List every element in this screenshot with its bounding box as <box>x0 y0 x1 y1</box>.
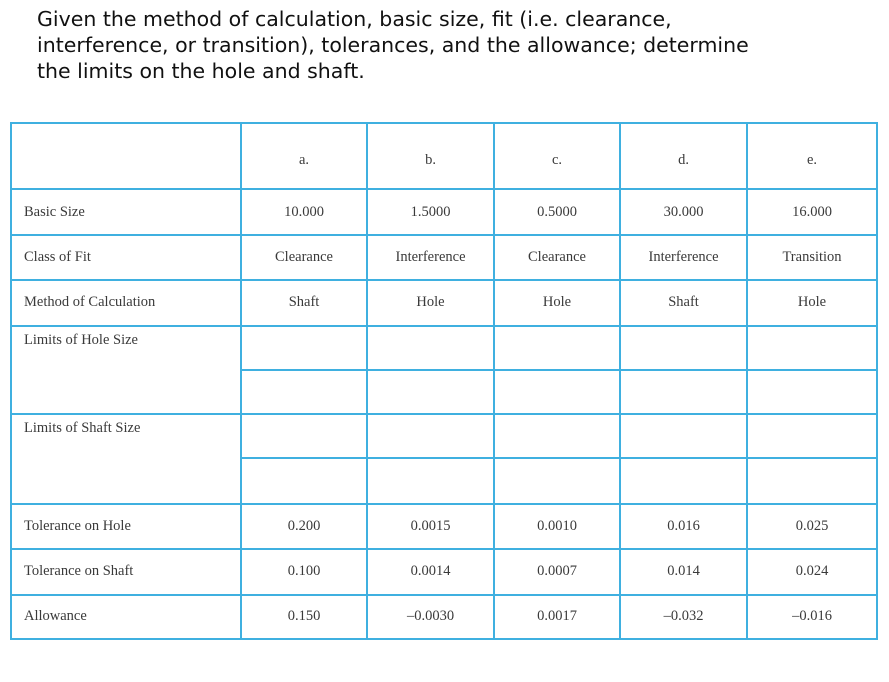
table-row-limits-shaft-upper <box>11 414 877 458</box>
answer-cell-shaft-b-1[interactable] <box>367 414 494 458</box>
row-label: Method of Calculation <box>11 280 241 326</box>
header-empty-cell <box>11 123 241 189</box>
cell-basic-size-d: 30.000 <box>620 189 747 235</box>
answer-cell-shaft-c-2[interactable] <box>494 458 620 504</box>
cell-method-a: Shaft <box>241 280 367 326</box>
answer-cell-hole-b-1[interactable] <box>367 326 494 370</box>
table-row-method <box>11 280 877 326</box>
column-header-b: b. <box>367 123 494 189</box>
answer-cell-hole-c-1[interactable] <box>494 326 620 370</box>
problem-line-2: interference, or transition), tolerances, and the allowance; determine <box>37 33 749 57</box>
row-label: Allowance <box>11 595 241 639</box>
answer-cell-hole-d-2[interactable] <box>620 370 747 414</box>
cell-tol-shaft-d: 0.014 <box>620 549 747 595</box>
problem-statement <box>37 6 837 84</box>
problem-line-3: the limits on the hole and shaft. <box>37 59 365 83</box>
cell-method-c: Hole <box>494 280 620 326</box>
cell-class-of-fit-c: Clearance <box>494 235 620 279</box>
column-header-a: a. <box>241 123 367 189</box>
answer-cell-shaft-d-2[interactable] <box>620 458 747 504</box>
cell-basic-size-c: 0.5000 <box>494 189 620 235</box>
cell-tol-hole-e: 0.025 <box>747 504 877 548</box>
cell-allowance-e: –0.016 <box>747 595 877 639</box>
column-header-d: d. <box>620 123 747 189</box>
table-row-class-of-fit <box>11 235 877 279</box>
answer-cell-hole-e-1[interactable] <box>747 326 877 370</box>
cell-class-of-fit-a: Clearance <box>241 235 367 279</box>
table-row-limits-hole-upper <box>11 326 877 370</box>
cell-class-of-fit-b: Interference <box>367 235 494 279</box>
answer-cell-hole-a-2[interactable] <box>241 370 367 414</box>
limits-table <box>10 122 878 640</box>
cell-tol-hole-c: 0.0010 <box>494 504 620 548</box>
column-header-c: c. <box>494 123 620 189</box>
cell-basic-size-e: 16.000 <box>747 189 877 235</box>
table-row-basic-size <box>11 189 877 235</box>
column-header-e: e. <box>747 123 877 189</box>
answer-cell-shaft-d-1[interactable] <box>620 414 747 458</box>
cell-tol-hole-d: 0.016 <box>620 504 747 548</box>
answer-cell-shaft-b-2[interactable] <box>367 458 494 504</box>
answer-cell-shaft-a-2[interactable] <box>241 458 367 504</box>
cell-class-of-fit-e: Transition <box>747 235 877 279</box>
cell-class-of-fit-d: Interference <box>620 235 747 279</box>
cell-allowance-a: 0.150 <box>241 595 367 639</box>
cell-method-b: Hole <box>367 280 494 326</box>
cell-allowance-c: 0.0017 <box>494 595 620 639</box>
cell-allowance-d: –0.032 <box>620 595 747 639</box>
answer-cell-shaft-a-1[interactable] <box>241 414 367 458</box>
row-label: Tolerance on Hole <box>11 504 241 548</box>
row-label: Class of Fit <box>11 235 241 279</box>
cell-tol-hole-a: 0.200 <box>241 504 367 548</box>
cell-tol-shaft-e: 0.024 <box>747 549 877 595</box>
cell-tol-shaft-c: 0.0007 <box>494 549 620 595</box>
answer-cell-shaft-e-1[interactable] <box>747 414 877 458</box>
answer-cell-hole-a-1[interactable] <box>241 326 367 370</box>
answer-cell-shaft-e-2[interactable] <box>747 458 877 504</box>
table-row-tolerance-shaft <box>11 549 877 595</box>
answer-cell-hole-b-2[interactable] <box>367 370 494 414</box>
cell-allowance-b: –0.0030 <box>367 595 494 639</box>
answer-cell-hole-c-2[interactable] <box>494 370 620 414</box>
answer-cell-shaft-c-1[interactable] <box>494 414 620 458</box>
cell-basic-size-a: 10.000 <box>241 189 367 235</box>
cell-method-d: Shaft <box>620 280 747 326</box>
cell-tol-shaft-a: 0.100 <box>241 549 367 595</box>
row-label: Tolerance on Shaft <box>11 549 241 595</box>
cell-basic-size-b: 1.5000 <box>367 189 494 235</box>
table-row-tolerance-hole <box>11 504 877 548</box>
cell-tol-hole-b: 0.0015 <box>367 504 494 548</box>
table-row-allowance <box>11 595 877 639</box>
problem-line-1: Given the method of calculation, basic size, fit (i.e. clearance, <box>37 7 672 31</box>
cell-tol-shaft-b: 0.0014 <box>367 549 494 595</box>
answer-cell-hole-d-1[interactable] <box>620 326 747 370</box>
table-header-row <box>11 123 877 189</box>
cell-method-e: Hole <box>747 280 877 326</box>
row-label: Basic Size <box>11 189 241 235</box>
row-label: Limits of Hole Size <box>11 326 241 414</box>
answer-cell-hole-e-2[interactable] <box>747 370 877 414</box>
row-label: Limits of Shaft Size <box>11 414 241 504</box>
